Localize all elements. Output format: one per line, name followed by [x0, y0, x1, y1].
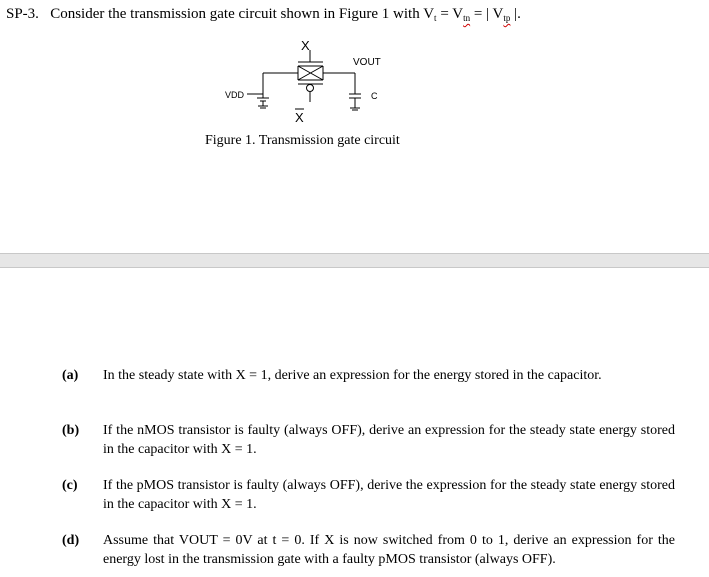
problem-statement	[6, 6, 521, 23]
vt-subscript: t	[434, 13, 437, 23]
label-c: C	[371, 91, 378, 101]
question-text: Assume that VOUT = 0V at t = 0. If X is now switched from 0 to 1, derive an expression for the energy lost in the transmission gate with a faulty pMOS transistor (always OFF).	[103, 533, 675, 567]
statement-end: |.	[514, 6, 521, 22]
equals-2: = | V	[473, 6, 504, 22]
page-divider	[0, 253, 709, 268]
label-vdd: VDD	[225, 90, 245, 100]
question-text: If the nMOS transistor is faulty (always OFF), derive an expression for the steady state energy stored in the capacitor with X = 1.	[103, 423, 675, 457]
question-label: (c)	[62, 478, 78, 493]
question-label: (d)	[62, 533, 80, 548]
statement-text: Consider the transmission gate circuit shown in Figure 1 with V	[50, 6, 435, 22]
question-text: In the steady state with X = 1, derive an expression for the energy stored in the capacitor.	[103, 368, 602, 383]
question-label: (a)	[62, 368, 79, 383]
label-vout: VOUT	[353, 57, 381, 68]
figure-caption: Figure 1. Transmission gate circuit	[205, 133, 400, 148]
question-text: If the pMOS transistor is faulty (always OFF), derive the expression for the steady state energy stored in the capacitor with X = 1.	[103, 478, 675, 512]
label-x-top: X	[301, 38, 310, 53]
question-label: (b)	[62, 423, 80, 438]
transmission-gate-circuit	[215, 36, 415, 132]
vtp-subscript: tp	[503, 13, 511, 23]
inversion-bubble	[307, 85, 314, 92]
vtn-subscript: tn	[463, 13, 471, 23]
problem-id: SP-3.	[6, 6, 39, 22]
label-x-bar: X	[295, 110, 304, 125]
equals-1: = V	[440, 6, 464, 22]
